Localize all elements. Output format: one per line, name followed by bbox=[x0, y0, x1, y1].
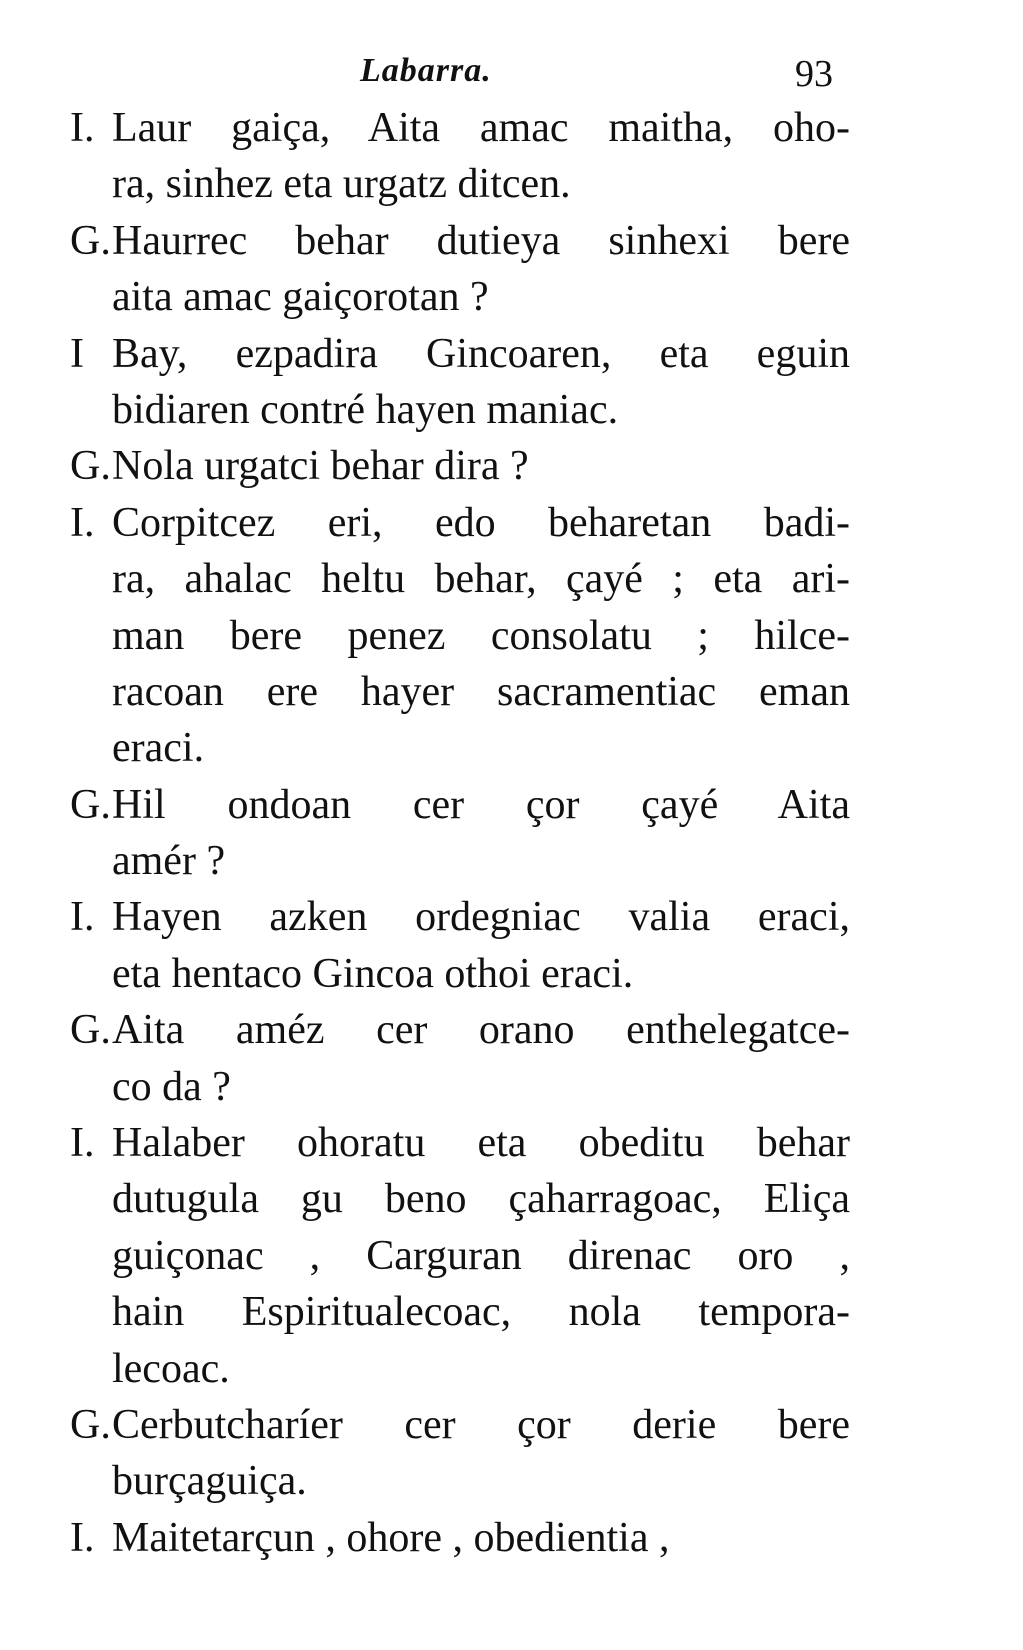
entry-text: eraci. bbox=[112, 725, 205, 772]
entry-text: ra, sinhez eta urgatz ditcen. bbox=[112, 161, 571, 208]
entry-continuation-line bbox=[70, 1059, 850, 1115]
running-head bbox=[0, 52, 1023, 102]
speaker-label: I bbox=[70, 330, 84, 377]
entry-continuation-line bbox=[70, 1228, 850, 1284]
entry-continuation-line bbox=[70, 720, 850, 776]
entry-first-line bbox=[70, 326, 850, 382]
dialogue-entry bbox=[70, 1510, 850, 1566]
entry-continuation-line bbox=[70, 1453, 850, 1509]
entry-text: racoan ere hayer sacramentiac eman bbox=[112, 668, 850, 715]
speaker-label: I. bbox=[70, 1514, 95, 1561]
entry-continuation-line bbox=[70, 382, 850, 438]
catechism-dialogue bbox=[70, 100, 850, 1566]
entry-continuation-line bbox=[70, 551, 850, 607]
entry-continuation-line bbox=[70, 269, 850, 325]
entry-first-line bbox=[70, 495, 850, 551]
entry-continuation-line bbox=[70, 1171, 850, 1227]
entry-text: eta hentaco Gincoa othoi eraci. bbox=[112, 950, 634, 997]
entry-text: Hayen azken ordegniac valia eraci, bbox=[112, 894, 850, 941]
entry-text: hain Espiritualecoac, nola tempora- bbox=[112, 1289, 850, 1336]
entry-continuation-line bbox=[70, 664, 850, 720]
dialogue-entry bbox=[70, 438, 850, 494]
entry-text: Cerbutcharíer cer çor derie bere bbox=[112, 1401, 850, 1448]
dialogue-entry bbox=[70, 889, 850, 1002]
entry-continuation-line bbox=[70, 1341, 850, 1397]
speaker-label: G. bbox=[70, 217, 111, 264]
entry-first-line bbox=[70, 1510, 850, 1566]
entry-text: Haurrec behar dutieya sinhexi bere bbox=[112, 217, 850, 264]
dialogue-entry bbox=[70, 326, 850, 439]
entry-text: lecoac. bbox=[112, 1345, 230, 1392]
entry-text: bidiaren contré hayen maniac. bbox=[112, 386, 619, 433]
entry-continuation-line bbox=[70, 946, 850, 1002]
entry-continuation-line bbox=[70, 1284, 850, 1340]
speaker-label: G. bbox=[70, 1007, 111, 1054]
dialogue-entry bbox=[70, 1115, 850, 1397]
entry-text: Aita améz cer orano enthelegatce- bbox=[112, 1007, 850, 1054]
dialogue-entry bbox=[70, 495, 850, 777]
speaker-label: I. bbox=[70, 105, 95, 151]
entry-text: Nola urgatci behar dira ? bbox=[112, 443, 529, 490]
speaker-label: I. bbox=[70, 499, 95, 546]
entry-text: burçaguiça. bbox=[112, 1458, 307, 1505]
speaker-label: G. bbox=[70, 781, 111, 828]
entry-text: Halaber ohoratu eta obeditu behar bbox=[112, 1120, 850, 1167]
speaker-label: I. bbox=[70, 1120, 95, 1167]
speaker-label: G. bbox=[70, 443, 111, 490]
entry-text: Bay, ezpadira Gincoaren, eta eguin bbox=[112, 330, 850, 377]
entry-first-line bbox=[70, 438, 850, 494]
entry-first-line bbox=[70, 1397, 850, 1453]
entry-text: ra, ahalac heltu behar, çayé ; eta ari- bbox=[112, 556, 850, 603]
dialogue-entry bbox=[70, 777, 850, 890]
entry-text: aita amac gaiçorotan ? bbox=[112, 274, 489, 321]
entry-text: dutugula gu beno çaharragoac, Eliça bbox=[112, 1176, 850, 1223]
entry-text: Laur gaiça, Aita amac maitha, oho- bbox=[112, 105, 850, 151]
dialogue-entry bbox=[70, 1397, 850, 1510]
entry-text: Maitetarçun , ohore , obedientia , bbox=[112, 1514, 670, 1561]
speaker-label: G. bbox=[70, 1401, 111, 1448]
entry-text: amér ? bbox=[112, 838, 226, 885]
entry-first-line bbox=[70, 1115, 850, 1171]
entry-text: man bere penez consolatu ; hilce- bbox=[112, 612, 850, 659]
entry-first-line bbox=[70, 213, 850, 269]
speaker-label: I. bbox=[70, 894, 95, 941]
entry-first-line bbox=[70, 1002, 850, 1058]
entry-continuation-line bbox=[70, 156, 850, 212]
dialogue-entry bbox=[70, 213, 850, 326]
dialogue-entry bbox=[70, 100, 850, 213]
entry-first-line bbox=[70, 100, 850, 156]
entry-text: Corpitcez eri, edo beharetan badi- bbox=[112, 499, 850, 546]
entry-text: co da ? bbox=[112, 1063, 231, 1110]
entry-continuation-line bbox=[70, 833, 850, 889]
entry-text: guiçonac , Carguran direnac oro , bbox=[112, 1232, 850, 1279]
dialogue-entry bbox=[70, 1002, 850, 1115]
entry-first-line bbox=[70, 777, 850, 833]
page-number: 93 bbox=[795, 53, 833, 95]
entry-continuation-line bbox=[70, 608, 850, 664]
running-title: Labarra. bbox=[360, 52, 492, 89]
entry-first-line bbox=[70, 889, 850, 945]
entry-text: Hil ondoan cer çor çayé Aita bbox=[112, 781, 850, 828]
